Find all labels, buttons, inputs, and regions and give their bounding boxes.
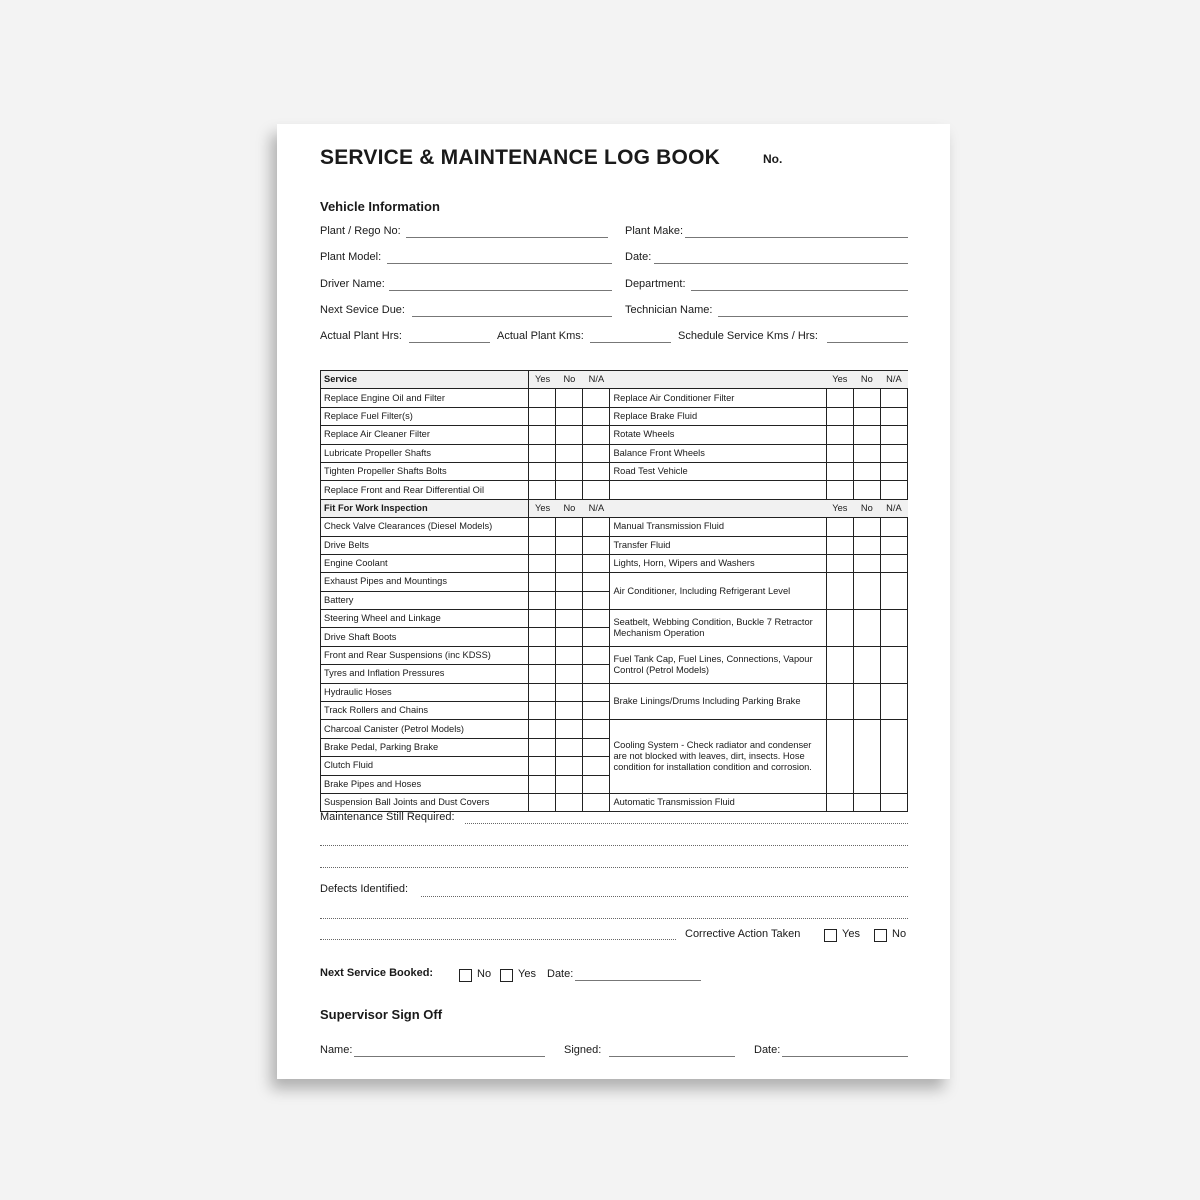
checklist-item: Transfer Fluid xyxy=(610,536,826,554)
checklist-item: Lubricate Propeller Shafts xyxy=(321,444,529,462)
check-cell-yes[interactable] xyxy=(826,683,853,720)
check-cell-no[interactable] xyxy=(556,646,583,664)
check-cell-no[interactable] xyxy=(556,518,583,536)
column-header-yes: Yes xyxy=(826,371,853,389)
defects-line-2[interactable] xyxy=(320,918,908,919)
checklist-item: Suspension Ball Joints and Dust Covers xyxy=(321,793,529,811)
check-cell-yes[interactable] xyxy=(529,665,556,683)
checklist-item: Manual Transmission Fluid xyxy=(610,518,826,536)
checklist-item: Drive Shaft Boots xyxy=(321,628,529,646)
check-cell-na[interactable] xyxy=(880,793,907,811)
supervisor-signed-label: Signed: xyxy=(564,1044,602,1056)
check-cell-na[interactable] xyxy=(880,646,907,683)
maintenance-line-3[interactable] xyxy=(320,867,908,868)
next-service-date-field[interactable] xyxy=(575,980,701,981)
checklist-item: Brake Pedal, Parking Brake xyxy=(321,738,529,756)
check-cell-no[interactable] xyxy=(556,720,583,738)
check-cell-no[interactable] xyxy=(853,573,880,610)
check-cell-yes[interactable] xyxy=(529,793,556,811)
check-cell-yes[interactable] xyxy=(826,573,853,610)
check-cell-na[interactable] xyxy=(583,646,610,664)
checklist-item: Check Valve Clearances (Diesel Models) xyxy=(321,518,529,536)
check-cell-na[interactable] xyxy=(880,554,907,572)
check-cell-na[interactable] xyxy=(583,610,610,628)
section-heading: Service xyxy=(321,371,529,389)
checklist-item: Drive Belts xyxy=(321,536,529,554)
column-header-no: No xyxy=(853,499,880,517)
table-row xyxy=(321,554,908,572)
check-cell-yes[interactable] xyxy=(529,389,556,407)
check-cell-na[interactable] xyxy=(583,793,610,811)
schedule-service-field[interactable] xyxy=(827,342,908,343)
check-cell-yes[interactable] xyxy=(826,554,853,572)
check-cell-no[interactable] xyxy=(556,591,583,609)
check-cell-no[interactable] xyxy=(853,793,880,811)
column-header-no: No xyxy=(853,371,880,389)
section-heading-spacer xyxy=(610,371,826,389)
plant-model-label: Plant Model: xyxy=(320,251,382,263)
table-row xyxy=(321,610,908,628)
checklist-item: Engine Coolant xyxy=(321,554,529,572)
check-cell-na[interactable] xyxy=(583,628,610,646)
check-cell-na[interactable] xyxy=(880,720,907,794)
check-cell-na[interactable] xyxy=(583,775,610,793)
table-row xyxy=(321,683,908,701)
check-cell-yes[interactable] xyxy=(529,462,556,480)
check-cell-no[interactable] xyxy=(556,536,583,554)
check-cell-no[interactable] xyxy=(556,554,583,572)
check-cell-no[interactable] xyxy=(556,462,583,480)
date-label: Date: xyxy=(625,251,652,263)
fit-header-row xyxy=(321,499,908,517)
check-cell-na[interactable] xyxy=(880,610,907,647)
table-row xyxy=(321,444,908,462)
actual-plant-kms-field[interactable] xyxy=(590,342,671,343)
check-cell-na[interactable] xyxy=(583,738,610,756)
checklist-item: Road Test Vehicle xyxy=(610,462,826,480)
next-service-yes-label: Yes xyxy=(518,968,536,980)
check-cell-na[interactable] xyxy=(583,426,610,444)
check-cell-na[interactable] xyxy=(583,554,610,572)
column-header-na: N/A xyxy=(880,371,907,389)
section-heading: Fit For Work Inspection xyxy=(321,499,529,517)
checklist-item: Steering Wheel and Linkage xyxy=(321,610,529,628)
check-cell-na[interactable] xyxy=(583,536,610,554)
checklist-item: Tighten Propeller Shafts Bolts xyxy=(321,462,529,480)
check-cell-no[interactable] xyxy=(853,720,880,794)
plant-make-field[interactable] xyxy=(685,237,908,238)
check-cell-no[interactable] xyxy=(853,389,880,407)
check-cell-yes[interactable] xyxy=(529,554,556,572)
check-cell-yes[interactable] xyxy=(826,444,853,462)
check-cell-yes[interactable] xyxy=(826,536,853,554)
check-cell-yes[interactable] xyxy=(826,407,853,425)
maintenance-line-2[interactable] xyxy=(320,845,908,846)
checklist-item: Brake Pipes and Hoses xyxy=(321,775,529,793)
table-row xyxy=(321,536,908,554)
check-cell-yes[interactable] xyxy=(529,720,556,738)
next-service-due-field[interactable] xyxy=(412,316,612,317)
next-service-yes-checkbox[interactable] xyxy=(500,969,513,982)
checklist-item: Tyres and Inflation Pressures xyxy=(321,665,529,683)
check-cell-na[interactable] xyxy=(583,591,610,609)
checklist-item: Fuel Tank Cap, Fuel Lines, Connections, Vapour Control (Petrol Models) xyxy=(610,646,826,683)
table-row xyxy=(321,793,908,811)
checklist-item: Rotate Wheels xyxy=(610,426,826,444)
supervisor-name-field[interactable] xyxy=(354,1056,545,1057)
next-service-date-label: Date: xyxy=(547,968,574,980)
check-cell-yes[interactable] xyxy=(529,426,556,444)
department-label: Department: xyxy=(625,278,686,290)
check-cell-no[interactable] xyxy=(556,610,583,628)
plant-rego-label: Plant / Rego No: xyxy=(320,225,401,237)
checklist-item: Seatbelt, Webbing Condition, Buckle 7 Retractor Mechanism Operation xyxy=(610,610,826,647)
checklist-item: Replace Fuel Filter(s) xyxy=(321,407,529,425)
technician-name-field[interactable] xyxy=(718,316,908,317)
check-cell-yes[interactable] xyxy=(826,720,853,794)
check-cell-na[interactable] xyxy=(880,683,907,720)
table-row xyxy=(321,426,908,444)
checklist-item: Hydraulic Hoses xyxy=(321,683,529,701)
check-cell-yes[interactable] xyxy=(529,610,556,628)
column-header-na: N/A xyxy=(583,499,610,517)
check-cell-na[interactable] xyxy=(583,665,610,683)
table-row xyxy=(321,481,908,499)
check-cell-yes[interactable] xyxy=(826,610,853,647)
next-service-booked-label: Next Service Booked: xyxy=(320,967,434,979)
next-service-due-label: Next Sevice Due: xyxy=(320,304,405,316)
corrective-no-label: No xyxy=(892,928,907,940)
next-service-no-checkbox[interactable] xyxy=(459,969,472,982)
check-cell-no[interactable] xyxy=(556,444,583,462)
check-cell-yes[interactable] xyxy=(529,683,556,701)
check-cell-yes[interactable] xyxy=(826,389,853,407)
column-header-yes: Yes xyxy=(826,499,853,517)
corrective-no-checkbox[interactable] xyxy=(874,929,887,942)
checklist-table xyxy=(320,370,908,812)
check-cell-na[interactable] xyxy=(880,481,907,499)
checklist-item: Clutch Fluid xyxy=(321,757,529,775)
plant-make-label: Plant Make: xyxy=(625,225,684,237)
empty-cell xyxy=(610,481,826,499)
checklist-item: Balance Front Wheels xyxy=(610,444,826,462)
log-number-label: No. xyxy=(763,152,783,166)
check-cell-na[interactable] xyxy=(583,573,610,591)
checklist-item: Air Conditioner, Including Refrigerant Level xyxy=(610,573,826,610)
service-header-row xyxy=(321,371,908,389)
check-cell-na[interactable] xyxy=(583,702,610,720)
check-cell-na[interactable] xyxy=(583,389,610,407)
department-field[interactable] xyxy=(691,290,908,291)
check-cell-no[interactable] xyxy=(556,683,583,701)
actual-plant-hrs-label: Actual Plant Hrs: xyxy=(320,330,402,342)
section-heading-spacer xyxy=(610,499,826,517)
check-cell-yes[interactable] xyxy=(826,646,853,683)
check-cell-no[interactable] xyxy=(853,444,880,462)
check-cell-yes[interactable] xyxy=(529,407,556,425)
check-cell-yes[interactable] xyxy=(826,481,853,499)
checklist-item: Replace Air Conditioner Filter xyxy=(610,389,826,407)
table-row xyxy=(321,389,908,407)
checklist-item: Front and Rear Suspensions (inc KDSS) xyxy=(321,646,529,664)
supervisor-name-label: Name: xyxy=(320,1044,353,1056)
plant-model-field[interactable] xyxy=(387,263,612,264)
defects-identified-label: Defects Identified: xyxy=(320,883,409,895)
check-cell-na[interactable] xyxy=(583,518,610,536)
actual-plant-kms-label: Actual Plant Kms: xyxy=(497,330,584,342)
checklist-item: Exhaust Pipes and Mountings xyxy=(321,573,529,591)
checklist-item: Cooling System - Check radiator and condenser are not blocked with leaves, dirt, insects. Hose condition for installation condition and corrosion. xyxy=(610,720,826,794)
check-cell-na[interactable] xyxy=(583,720,610,738)
table-row xyxy=(321,407,908,425)
maintenance-line-1[interactable] xyxy=(465,823,908,824)
check-cell-yes[interactable] xyxy=(529,628,556,646)
table-row xyxy=(321,573,908,591)
checklist-item: Replace Engine Oil and Filter xyxy=(321,389,529,407)
column-header-yes: Yes xyxy=(529,499,556,517)
check-cell-na[interactable] xyxy=(880,444,907,462)
table-row xyxy=(321,720,908,738)
checklist-item: Track Rollers and Chains xyxy=(321,702,529,720)
supervisor-signed-field[interactable] xyxy=(609,1056,735,1057)
check-cell-na[interactable] xyxy=(583,757,610,775)
checklist-item: Lights, Horn, Wipers and Washers xyxy=(610,554,826,572)
check-cell-yes[interactable] xyxy=(529,481,556,499)
corrective-action-label: Corrective Action Taken xyxy=(685,928,801,940)
checklist-item: Charcoal Canister (Petrol Models) xyxy=(321,720,529,738)
table-row xyxy=(321,646,908,664)
check-cell-yes[interactable] xyxy=(529,738,556,756)
check-cell-no[interactable] xyxy=(556,481,583,499)
check-cell-no[interactable] xyxy=(556,793,583,811)
check-cell-na[interactable] xyxy=(880,518,907,536)
check-cell-na[interactable] xyxy=(880,426,907,444)
check-cell-no[interactable] xyxy=(853,426,880,444)
check-cell-no[interactable] xyxy=(853,481,880,499)
check-cell-yes[interactable] xyxy=(529,591,556,609)
check-cell-na[interactable] xyxy=(880,389,907,407)
date-field[interactable] xyxy=(654,263,908,264)
check-cell-no[interactable] xyxy=(853,407,880,425)
corrective-yes-checkbox[interactable] xyxy=(824,929,837,942)
check-cell-yes[interactable] xyxy=(529,757,556,775)
column-header-no: No xyxy=(556,499,583,517)
next-service-no-label: No xyxy=(477,968,492,980)
technician-name-label: Technician Name: xyxy=(625,304,713,316)
supervisor-heading: Supervisor Sign Off xyxy=(320,1007,443,1022)
column-header-na: N/A xyxy=(880,499,907,517)
check-cell-no[interactable] xyxy=(556,757,583,775)
defects-line-1[interactable] xyxy=(421,896,908,897)
check-cell-na[interactable] xyxy=(583,462,610,480)
checklist-item: Replace Front and Rear Differential Oil xyxy=(321,481,529,499)
checklist-item: Replace Air Cleaner Filter xyxy=(321,426,529,444)
check-cell-yes[interactable] xyxy=(529,536,556,554)
check-cell-no[interactable] xyxy=(556,738,583,756)
check-cell-yes[interactable] xyxy=(529,702,556,720)
check-cell-no[interactable] xyxy=(556,775,583,793)
check-cell-no[interactable] xyxy=(556,426,583,444)
check-cell-na[interactable] xyxy=(583,407,610,425)
check-cell-no[interactable] xyxy=(556,407,583,425)
vehicle-info-heading: Vehicle Information xyxy=(320,199,440,214)
check-cell-no[interactable] xyxy=(556,665,583,683)
table-row xyxy=(321,462,908,480)
check-cell-yes[interactable] xyxy=(529,573,556,591)
schedule-service-label: Schedule Service Kms / Hrs: xyxy=(678,330,818,342)
check-cell-no[interactable] xyxy=(556,389,583,407)
supervisor-date-field[interactable] xyxy=(782,1056,908,1057)
check-cell-no[interactable] xyxy=(853,462,880,480)
page-title: SERVICE & MAINTENANCE LOG BOOK xyxy=(320,146,720,169)
check-cell-no[interactable] xyxy=(556,573,583,591)
check-cell-yes[interactable] xyxy=(529,775,556,793)
check-cell-no[interactable] xyxy=(853,554,880,572)
check-cell-na[interactable] xyxy=(880,573,907,610)
column-header-na: N/A xyxy=(583,371,610,389)
column-header-yes: Yes xyxy=(529,371,556,389)
check-cell-na[interactable] xyxy=(583,683,610,701)
check-cell-na[interactable] xyxy=(880,407,907,425)
check-cell-na[interactable] xyxy=(583,481,610,499)
check-cell-yes[interactable] xyxy=(529,646,556,664)
check-cell-yes[interactable] xyxy=(826,462,853,480)
checklist-item: Automatic Transmission Fluid xyxy=(610,793,826,811)
column-header-no: No xyxy=(556,371,583,389)
check-cell-no[interactable] xyxy=(853,646,880,683)
check-cell-no[interactable] xyxy=(853,518,880,536)
supervisor-date-label: Date: xyxy=(754,1044,781,1056)
check-cell-no[interactable] xyxy=(853,610,880,647)
driver-name-field[interactable] xyxy=(389,290,612,291)
check-cell-na[interactable] xyxy=(880,536,907,554)
check-cell-yes[interactable] xyxy=(826,793,853,811)
maintenance-required-label: Maintenance Still Required: xyxy=(320,811,455,823)
actual-plant-hrs-field[interactable] xyxy=(409,342,490,343)
table-row xyxy=(321,518,908,536)
check-cell-na[interactable] xyxy=(880,462,907,480)
plant-rego-field[interactable] xyxy=(406,237,608,238)
check-cell-yes[interactable] xyxy=(826,518,853,536)
check-cell-no[interactable] xyxy=(853,536,880,554)
check-cell-yes[interactable] xyxy=(529,518,556,536)
driver-name-label: Driver Name: xyxy=(320,278,385,290)
check-cell-no[interactable] xyxy=(853,683,880,720)
check-cell-no[interactable] xyxy=(556,702,583,720)
check-cell-na[interactable] xyxy=(583,444,610,462)
check-cell-no[interactable] xyxy=(556,628,583,646)
check-cell-yes[interactable] xyxy=(826,426,853,444)
checklist-item: Brake Linings/Drums Including Parking Brake xyxy=(610,683,826,720)
checklist-item: Replace Brake Fluid xyxy=(610,407,826,425)
corrective-yes-label: Yes xyxy=(842,928,860,940)
checklist-item: Battery xyxy=(321,591,529,609)
check-cell-yes[interactable] xyxy=(529,444,556,462)
defects-line-3[interactable] xyxy=(320,939,676,940)
log-book-sheet xyxy=(277,124,950,1079)
